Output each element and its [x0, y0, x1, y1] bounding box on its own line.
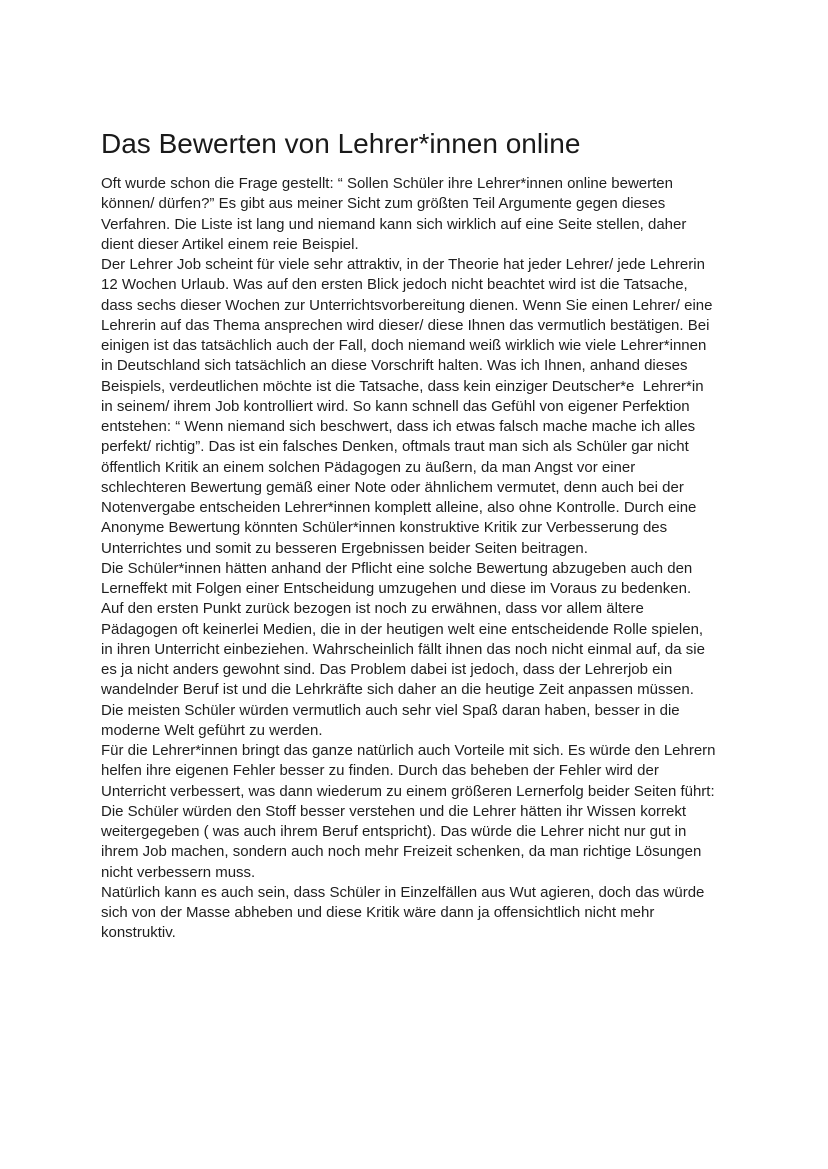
body-text-line: entstehen: “ Wenn niemand sich beschwert, dass ich etwas falsch mache mache ich alles — [101, 418, 696, 435]
body-text-line: ihrem Job machen, sondern auch noch mehr Freizeit schenken, da man richtige Lösungen — [101, 843, 702, 861]
body-text-line: moderne Welt geführt zu werden. — [101, 721, 323, 739]
document-body — [101, 174, 716, 944]
body-text-line: Lerneffekt mit Folgen einer Entscheidung umzugehen und diese im Voraus zu bedenken. — [101, 580, 692, 597]
body-text-line: nicht verbessern muss. — [101, 863, 256, 881]
body-text-line: weitergegeben ( was auch ihrem Beruf entspricht). Das würde die Lehrer nicht nur gut in — [101, 823, 687, 840]
body-text-line: Die meisten Schüler würden vermutlich auch sehr viel Spaß daran haben, besser in die — [101, 701, 680, 719]
body-text-line: Die Schüler würden den Stoff besser verstehen und die Lehrer hätten ihr Wissen korrekt — [101, 802, 687, 820]
body-text-line: 12 Wochen Urlaub. Was auf den ersten Blick jedoch nicht beachtet wird ist die Tatsache, — [101, 276, 688, 294]
body-text-line: perfekt/ richtig”. Das ist ein falsches Denken, oftmals traut man sich als Schüler gar nicht — [101, 438, 689, 456]
body-text-line: dass sechs dieser Wochen zur Unterrichtsvorbereitung dienen. Wenn Sie einen Lehrer/ eine — [101, 296, 713, 314]
document-title: Das Bewerten von Lehrer*innen online — [101, 128, 581, 159]
body-text-line: in ihren Unterricht einbeziehen. Wahrscheinlich fällt ihnen das noch nicht einmal auf, da sie — [101, 640, 705, 658]
body-text-line: Natürlich kann es auch sein, dass Schüler in Einzelfällen aus Wut agieren, doch das würde — [101, 883, 705, 901]
body-text-line: können/ dürfen?” Es gibt aus meiner Sicht zum größten Teil Argumente gegen dieses — [101, 195, 666, 213]
body-text-line: einigen ist das tatsächlich auch der Fall, doch niemand weiß wirklich wie viele Lehrer*innen — [101, 337, 707, 354]
body-text-line: helfen ihre eigenen Fehler besser zu finden. Durch das beheben der Fehler wird der — [101, 762, 659, 780]
body-text-line: Pädagogen oft keinerlei Medien, die in der heutigen welt eine entscheidende Rolle spielen, — [101, 620, 704, 638]
body-text-line: Unterrichtes und somit zu besseren Ergebnissen beider Seiten beitragen. — [101, 539, 588, 557]
body-text-line: in seinem/ ihrem Job kontrolliert wird. So kann schnell das Gefühl von eigener Perfektion — [101, 397, 690, 415]
body-text-line: Unterricht verbessert, was dann wiederum zu einem größeren Lernerfolg beider Seiten führt: — [101, 782, 715, 800]
body-text-line: Anonyme Bewertung könnten Schüler*innen konstruktive Kritik zur Verbesserung des — [101, 519, 668, 537]
body-text-line: sich von der Masse abheben und diese Kritik wäre dann ja offensichtlich nicht mehr — [101, 904, 655, 921]
body-text-line: es ja nicht anders gewohnt sind. Das Problem dabei ist jedoch, dass der Lehrerjob ein — [101, 661, 673, 678]
body-text-line: Auf den ersten Punkt zurück bezogen ist noch zu erwähnen, dass vor allem ältere — [101, 600, 644, 618]
body-text-line: Notenvergabe entscheiden Lehrer*innen komplett alleine, also ohne Kontrolle. Durch eine — [101, 499, 697, 516]
body-text-line: Beispiels, verdeutlichen möchte ist die Tatsache, dass kein einziger Deutscher*e Lehrer*in — [101, 377, 704, 395]
body-text-line: Oft wurde schon die Frage gestellt: “ Sollen Schüler ihre Lehrer*innen online bewerten — [101, 175, 673, 192]
body-text-line: Der Lehrer Job scheint für viele sehr attraktiv, in der Theorie hat jeder Lehrer/ jede Lehrerin — [101, 256, 705, 273]
body-text-line: Die Schüler*innen hätten anhand der Pflicht eine solche Bewertung abzugeben auch den — [101, 559, 693, 577]
body-text-line: wandelnder Beruf ist und die Lehrkräfte sich daher an die heutige Zeit anpassen müssen. — [101, 681, 694, 699]
body-text-line: Lehrerin auf das Thema ansprechen wird dieser/ diese Ihnen das vermutlich bestätigen. Bei — [101, 316, 710, 334]
body-text-line: Für die Lehrer*innen bringt das ganze natürlich auch Vorteile mit sich. Es würde den Lehrern — [101, 742, 716, 759]
body-text-line: öffentlich Kritik an einem solchen Pädagogen zu äußern, da man Angst vor einer — [101, 458, 636, 476]
body-text-line: in Deutschland sich tatsächlich an diese Vorschrift halten. Was ich Ihnen, anhand dieses — [101, 357, 688, 375]
body-text-line: dient dieser Artikel einem reie Beispiel. — [101, 235, 359, 253]
body-text-line: schlechteren Bewertung gemäß einer Note oder ähnlichem vermutet, denn auch bei der — [101, 478, 684, 496]
body-text-line: konstruktiv. — [101, 924, 176, 942]
body-text-line: Verfahren. Die Liste ist lang und niemand kann sich wirklich auf eine Seite stellen, daher — [101, 215, 687, 233]
